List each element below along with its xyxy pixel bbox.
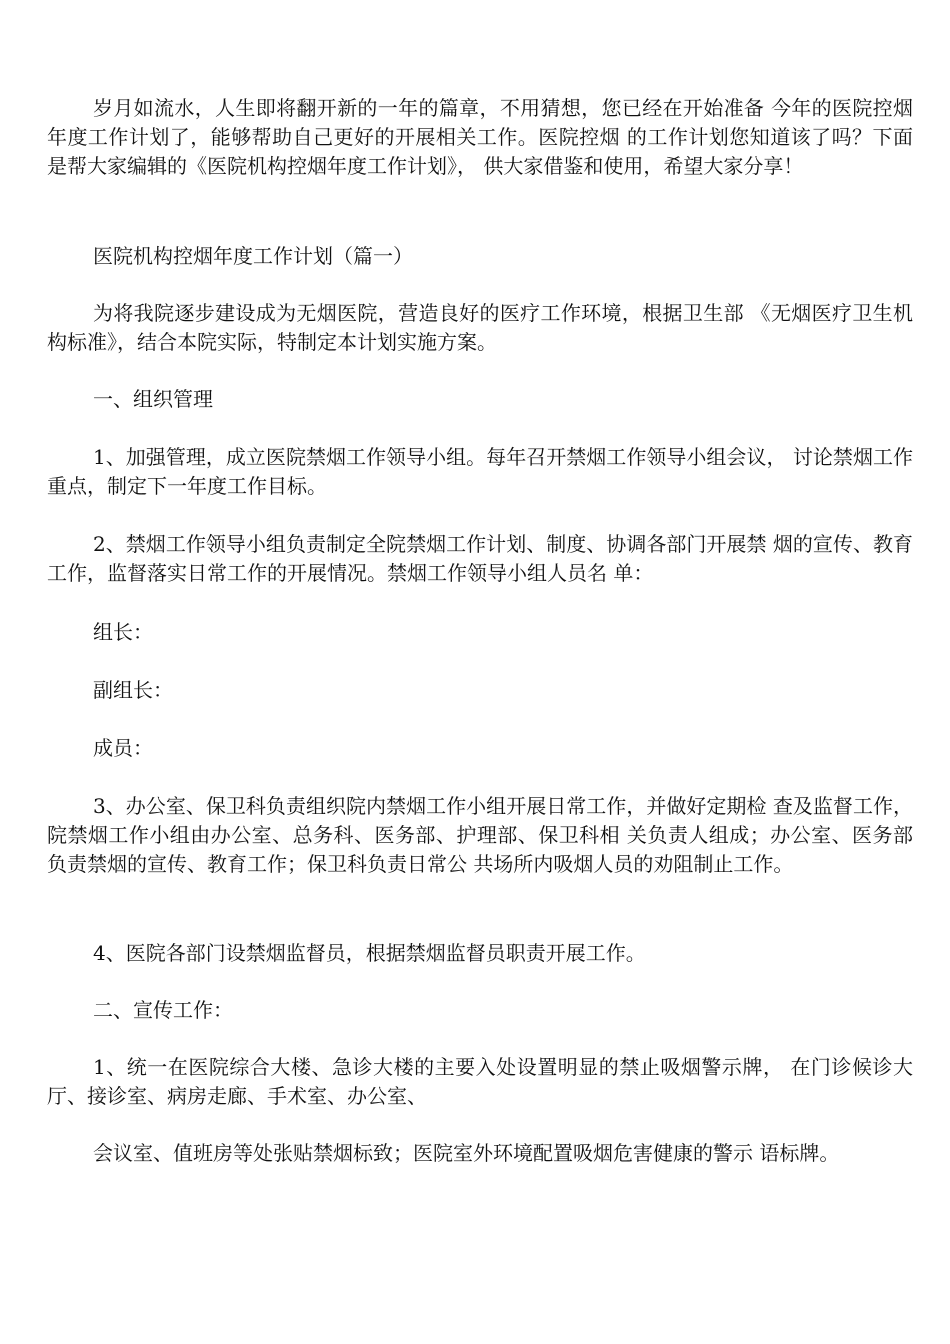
- members-line: 成员：: [93, 736, 153, 760]
- publicity-item-1: 1、统一在医院综合大楼、急诊大楼的主要入处设置明显的禁止吸烟警示牌， 在门诊候诊大厅、接诊室、病房走廊、手术室、办公室、: [47, 1055, 913, 1108]
- item-paragraph-3: 3、办公室、保卫科负责组织院内禁烟工作小组开展日常工作，并做好定期检 查及监督工作，院禁烟工作小组由办公室、总务科、医务部、护理部、保卫科相 关负责人组成；办公室、医务部负责禁烟的宣传、教育工作；保卫科负责日常公 共场所内吸烟人员的劝阻制止工作。: [47, 794, 913, 876]
- intro-paragraph: 岁月如流水，人生即将翻开新的一年的篇章，不用猜想，您已经在开始准备 今年的医院控烟年度工作计划了，能够帮助自己更好的开展相关工作。医院控烟 的工作计划您知道该了吗？下面是帮大家编辑的《医院机构控烟年度工作计划》， 供大家借鉴和使用，希望大家分享！: [47, 96, 913, 178]
- plan-title: 医院机构控烟年度工作计划（篇一）: [93, 244, 413, 268]
- publicity-item-1-continued: 会议室、值班房等处张贴禁烟标致；医院室外环境配置吸烟危害健康的警示 语标牌。: [93, 1141, 840, 1165]
- section-heading-organization: 一、组织管理: [93, 387, 213, 411]
- item-paragraph-1: 1、加强管理，成立医院禁烟工作领导小组。每年召开禁烟工作领导小组会议， 讨论禁烟工作重点，制定下一年度工作目标。: [47, 445, 913, 498]
- deputy-leader-line: 副组长：: [93, 678, 173, 702]
- item-paragraph-4: 4、医院各部门设禁烟监督员，根据禁烟监督员职责开展工作。: [93, 941, 646, 965]
- item-paragraph-2: 2、禁烟工作领导小组负责制定全院禁烟工作计划、制度、协调各部门开展禁 烟的宣传、教育工作，监督落实日常工作的开展情况。禁烟工作领导小组人员名 单：: [47, 532, 913, 585]
- section-heading-publicity: 二、宣传工作：: [93, 998, 233, 1022]
- purpose-paragraph: 为将我院逐步建设成为无烟医院，营造良好的医疗工作环境，根据卫生部 《无烟医疗卫生机构标准》，结合本院实际，特制定本计划实施方案。: [47, 301, 913, 354]
- leader-line: 组长：: [93, 620, 153, 644]
